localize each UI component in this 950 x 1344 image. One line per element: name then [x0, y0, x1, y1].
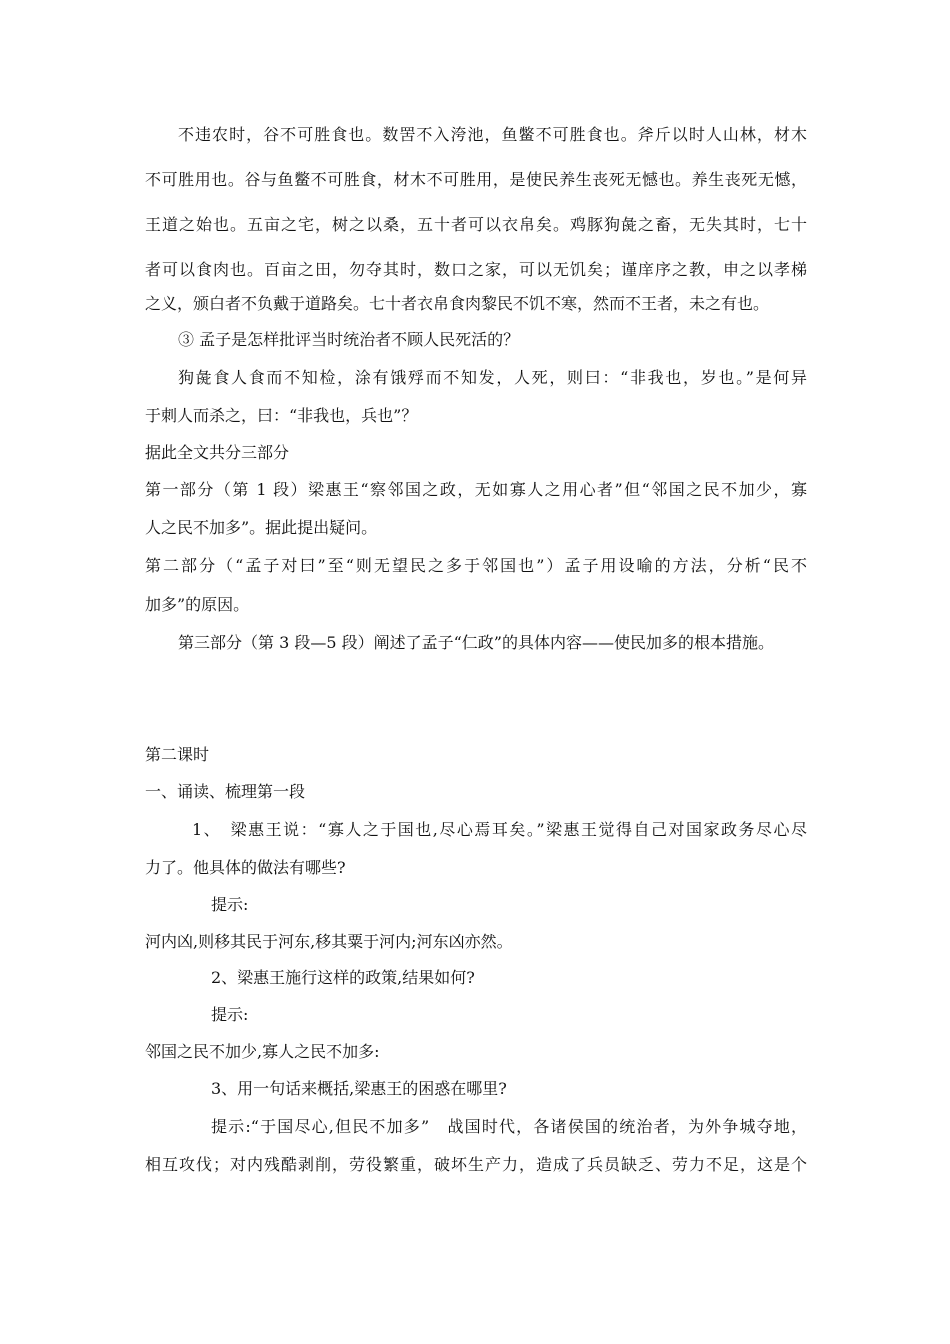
hint-label: 提示:	[211, 1005, 249, 1024]
text-line: 之义，颁白者不负戴于道路矣。七十者衣帛食肉黎民不饥不寒，然而不王者，未之有也。	[145, 294, 770, 313]
question-1-line: 1、 梁惠王说：“寡人之于国也,尽心焉耳矣。”梁惠王觉得自己对国家政务尽心尽	[192, 820, 807, 839]
section-heading: 一、诵读、梳理第一段	[145, 782, 306, 801]
text-line: 不可胜用也。谷与鱼鳖不可胜食，材木不可胜用，是使民养生丧死无憾也。养生丧死无憾，	[145, 170, 807, 189]
part2-line: 第二部分（“孟子对曰”至“则无望民之多于邻国也”）孟子用设喻的方法，分析“民不	[145, 556, 807, 575]
question-3: ③ 孟子是怎样批评当时统治者不顾人民死活的？	[178, 330, 520, 349]
question-2: 2、梁惠王施行这样的政策,结果如何?	[211, 968, 475, 987]
part1-line: 人之民不加多”。据此提出疑问。	[145, 518, 378, 537]
text-line: 者可以食肉也。百亩之田，勿夺其时，数口之家，可以无饥矣；谨庠序之教，申之以孝梯	[145, 260, 807, 279]
part3-line: 第三部分（第 3 段—5 段）阐述了孟子“仁政”的具体内容——使民加多的根本措施。	[178, 633, 774, 652]
question-1-line: 力了。他具体的做法有哪些?	[145, 858, 346, 877]
hint-label: 提示:	[211, 895, 249, 914]
answer-3-line: 提示:“于国尽心,但民不加多” 战国时代，各诸侯国的统治者，为外争城夺地，	[211, 1117, 807, 1136]
question-3: 3、用一句话来概括,梁惠王的困惑在哪里?	[211, 1079, 507, 1098]
answer-2: 邻国之民不加少,寡人之民不加多:	[145, 1042, 380, 1061]
text-line: 王道之始也。五亩之宅，树之以桑，五十者可以衣帛矣。鸡豚狗彘之畜，无失其时，七十	[145, 215, 807, 234]
lesson-title: 第二课时	[145, 745, 210, 764]
structure-intro: 据此全文共分三部分	[145, 443, 290, 462]
text-line: 不违农时，谷不可胜食也。数罟不入洿池，鱼鳖不可胜食也。斧斤以时人山林，材木	[178, 125, 807, 144]
answer-3-line: 相互攻伐；对内残酷剥削，劳役繁重，破坏生产力，造成了兵员缺乏、劳力不足，这是个	[145, 1155, 807, 1174]
part2-line: 加多”的原因。	[145, 595, 250, 614]
answer-line: 狗彘食人食而不知检，涂有饿殍而不知发，人死，则曰：“非我也，岁也。”是何异	[178, 368, 807, 387]
part1-line: 第一部分（第 1 段）梁惠王“察邻国之政，无如寡人之用心者”但“邻国之民不加少，寡	[145, 480, 807, 499]
answer-line: 于刺人而杀之，曰：“非我也，兵也”？	[145, 406, 418, 425]
answer-1: 河内凶,则移其民于河东,移其粟于河内;河东凶亦然。	[145, 932, 513, 951]
